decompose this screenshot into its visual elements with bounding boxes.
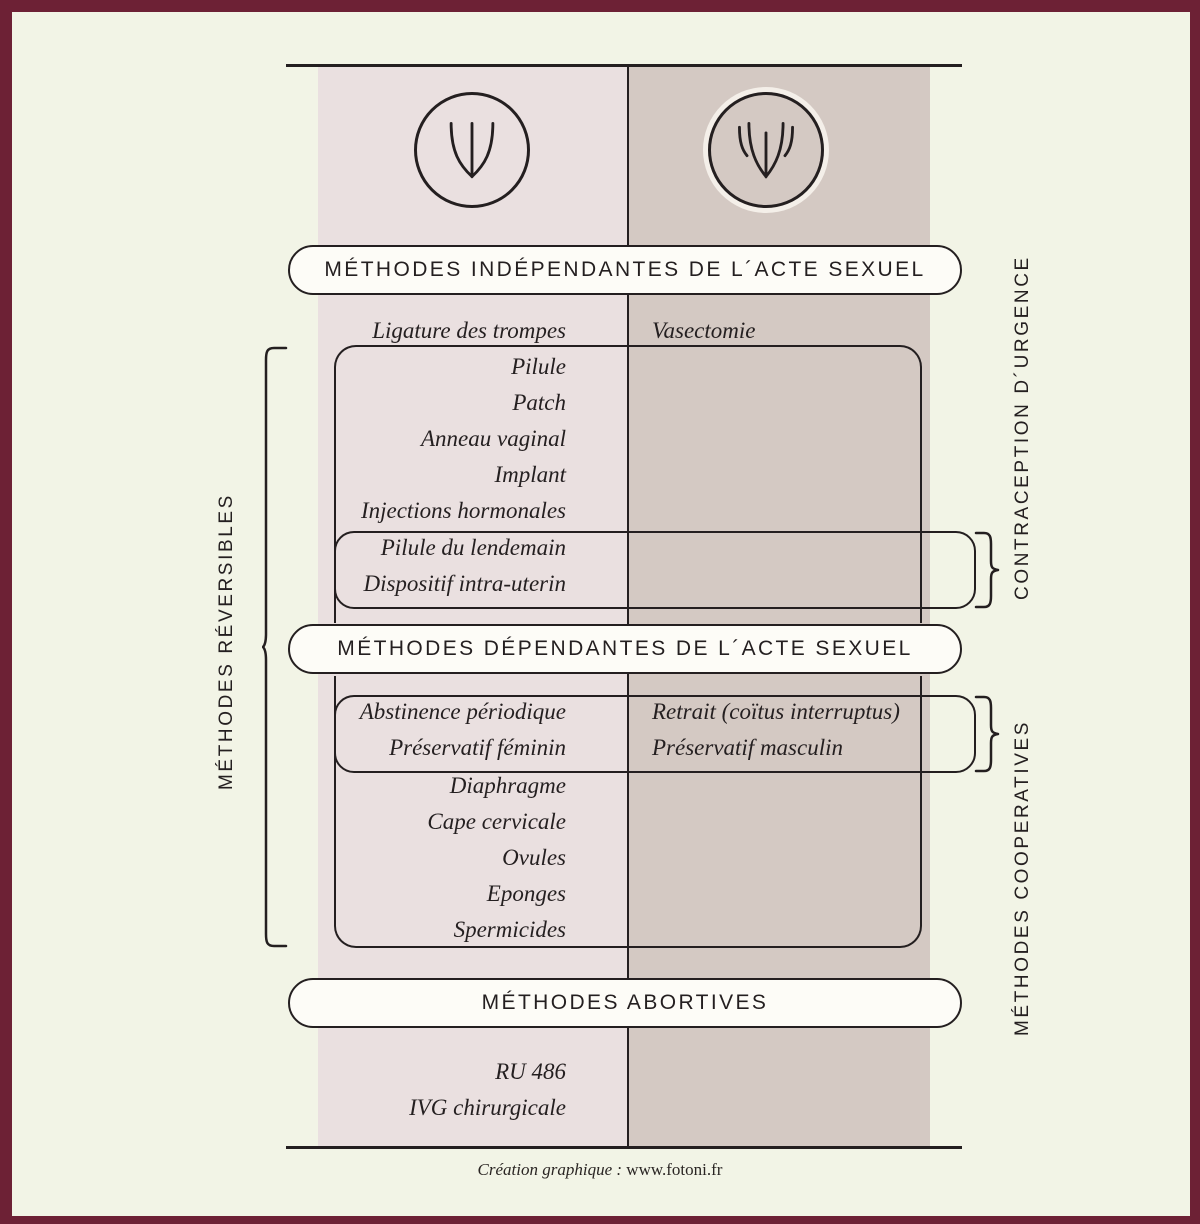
method-item: Préservatif masculin: [652, 735, 843, 760]
method-item: Abstinence périodique: [359, 699, 566, 724]
banner-independantes-label: MÉTHODES INDÉPENDANTES DE L´ACTE SEXUEL: [324, 258, 926, 281]
method-item: Injections hormonales: [360, 498, 566, 523]
method-item: Diaphragme: [449, 773, 566, 798]
method-item: Ligature des trompes: [372, 318, 566, 343]
frame-border-left: [0, 0, 12, 1224]
method-item: Cape cervicale: [427, 809, 566, 834]
method-item: Eponges: [486, 881, 566, 906]
frame-border-top: [0, 0, 1200, 12]
credit-text: Création graphique :: [477, 1160, 627, 1179]
frame-border-bottom: [0, 1216, 1200, 1224]
frame-border-right: [1190, 0, 1200, 1224]
method-item: Patch: [512, 390, 566, 415]
banner-dependantes-label: MÉTHODES DÉPENDANTES DE L´ACTE SEXUEL: [337, 637, 913, 660]
banner-abortives-label: MÉTHODES ABORTIVES: [481, 991, 769, 1014]
label-methodes-cooperatives: MÉTHODES COOPERATIVES: [1012, 719, 1033, 1036]
credit-url: www.fotoni.fr: [626, 1160, 723, 1179]
banner-methodes-dependantes: [288, 624, 962, 674]
method-item: Ovules: [502, 845, 566, 870]
method-item: Pilule du lendemain: [380, 535, 566, 560]
method-item: Pilule: [511, 354, 566, 379]
emergency-contraception-bracket: [974, 531, 1000, 609]
banner-methodes-abortives: [288, 978, 962, 1028]
venus-symbol-icon: [414, 92, 530, 208]
label-methodes-reversibles: MÉTHODES RÉVERSIBLES: [216, 493, 237, 790]
method-item: Vasectomie: [652, 318, 756, 343]
method-item: Retrait (coïtus interruptus): [652, 699, 900, 724]
banner-methodes-independantes: [288, 245, 962, 295]
method-item: Préservatif féminin: [389, 735, 566, 760]
chart-rule-top: [286, 64, 962, 67]
method-item: Dispositif intra-uterin: [363, 571, 566, 596]
credit-line: [0, 1160, 1200, 1180]
method-item: IVG chirurgicale: [409, 1095, 566, 1120]
mars-symbol-icon: [708, 92, 824, 208]
method-item: Implant: [494, 462, 566, 487]
method-item: Spermicides: [453, 917, 566, 942]
chart-rule-bottom: [286, 1146, 962, 1149]
cooperative-methods-bracket: [974, 695, 1000, 773]
reversible-methods-bracket: [262, 346, 288, 948]
method-item: Anneau vaginal: [421, 426, 566, 451]
label-contraception-urgence: CONTRACEPTION D´URGENCE: [1012, 255, 1033, 600]
method-item: RU 486: [495, 1059, 566, 1084]
